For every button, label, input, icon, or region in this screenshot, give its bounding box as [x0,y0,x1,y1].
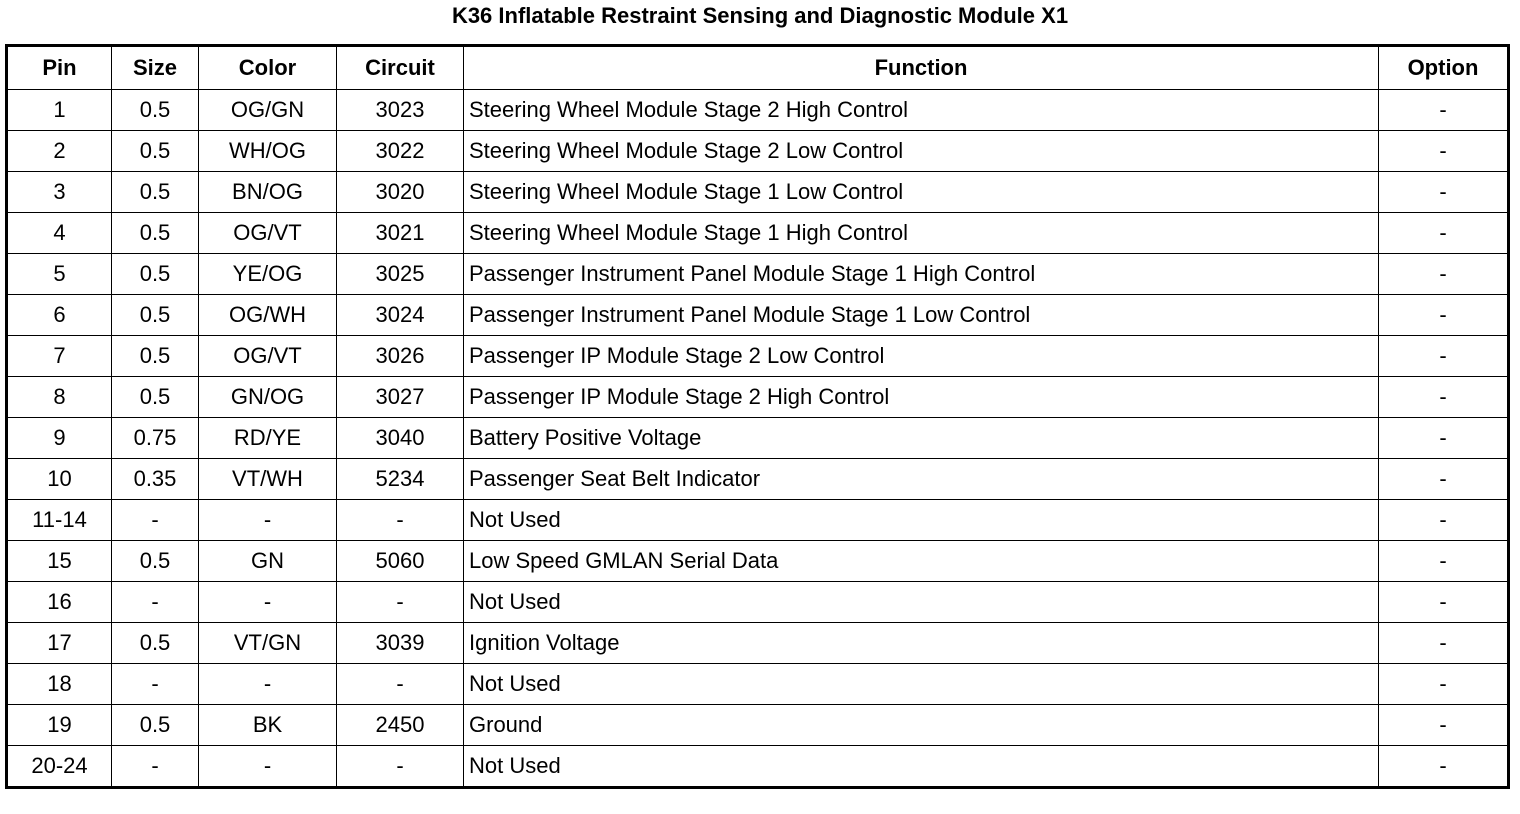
table-row [7,500,1509,541]
cell-circuit: 3022 [337,131,464,172]
cell-color: BK [199,705,337,746]
cell-size: 0.5 [112,541,199,582]
table-row [7,418,1509,459]
cell-pin: 4 [7,213,112,254]
cell-color: WH/OG [199,131,337,172]
cell-pin: 17 [7,623,112,664]
table-row [7,664,1509,705]
cell-option: - [1379,582,1509,623]
cell-color: - [199,746,337,788]
header-size: Size [112,46,199,90]
cell-function: Steering Wheel Module Stage 2 Low Control [464,131,1379,172]
table-row [7,459,1509,500]
cell-color: YE/OG [199,254,337,295]
cell-option: - [1379,746,1509,788]
cell-circuit: - [337,746,464,788]
cell-size: 0.5 [112,295,199,336]
cell-pin: 19 [7,705,112,746]
cell-option: - [1379,541,1509,582]
cell-function: Steering Wheel Module Stage 1 High Control [464,213,1379,254]
cell-size: 0.5 [112,705,199,746]
cell-function: Steering Wheel Module Stage 2 High Control [464,90,1379,131]
pinout-table [5,44,1510,789]
cell-function: Passenger IP Module Stage 2 High Control [464,377,1379,418]
cell-option: - [1379,336,1509,377]
cell-color: - [199,500,337,541]
cell-circuit: 5060 [337,541,464,582]
cell-circuit: 3020 [337,172,464,213]
table-row [7,541,1509,582]
document-title: K36 Inflatable Restraint Sensing and Diagnostic Module X1 [451,3,1069,28]
header-pin: Pin [7,46,112,90]
table-row [7,90,1509,131]
cell-circuit: 3039 [337,623,464,664]
cell-pin: 18 [7,664,112,705]
cell-circuit: 3024 [337,295,464,336]
cell-color: - [199,582,337,623]
cell-function: Steering Wheel Module Stage 1 Low Control [464,172,1379,213]
cell-color: OG/GN [199,90,337,131]
cell-size: 0.5 [112,172,199,213]
cell-circuit: 2450 [337,705,464,746]
cell-option: - [1379,418,1509,459]
cell-pin: 1 [7,90,112,131]
cell-option: - [1379,664,1509,705]
cell-circuit: 5234 [337,459,464,500]
cell-function: Ignition Voltage [464,623,1379,664]
cell-pin: 3 [7,172,112,213]
cell-circuit: 3027 [337,377,464,418]
cell-pin: 8 [7,377,112,418]
cell-color: OG/VT [199,336,337,377]
header-circuit: Circuit [337,46,464,90]
cell-option: - [1379,459,1509,500]
cell-circuit: 3026 [337,336,464,377]
cell-size: 0.75 [112,418,199,459]
cell-pin: 2 [7,131,112,172]
cell-function: Battery Positive Voltage [464,418,1379,459]
table-row [7,213,1509,254]
table-row [7,623,1509,664]
cell-size: 0.5 [112,623,199,664]
cell-option: - [1379,172,1509,213]
cell-option: - [1379,254,1509,295]
cell-size: 0.5 [112,254,199,295]
table-row [7,336,1509,377]
cell-color: GN/OG [199,377,337,418]
cell-circuit: - [337,582,464,623]
table-row [7,295,1509,336]
cell-function: Passenger Instrument Panel Module Stage 1 High Control [464,254,1379,295]
cell-option: - [1379,90,1509,131]
table-row [7,746,1509,788]
cell-function: Not Used [464,664,1379,705]
cell-color: GN [199,541,337,582]
cell-function: Not Used [464,500,1379,541]
cell-option: - [1379,295,1509,336]
cell-pin: 16 [7,582,112,623]
cell-pin: 15 [7,541,112,582]
header-option: Option [1379,46,1509,90]
cell-color: VT/WH [199,459,337,500]
table-row [7,254,1509,295]
cell-size: 0.35 [112,459,199,500]
cell-function: Passenger IP Module Stage 2 Low Control [464,336,1379,377]
cell-pin: 7 [7,336,112,377]
cell-option: - [1379,500,1509,541]
cell-function: Low Speed GMLAN Serial Data [464,541,1379,582]
table-row [7,172,1509,213]
cell-option: - [1379,213,1509,254]
cell-pin: 9 [7,418,112,459]
header-function: Function [464,46,1379,90]
cell-size: - [112,664,199,705]
cell-circuit: - [337,500,464,541]
cell-pin: 20-24 [7,746,112,788]
cell-option: - [1379,705,1509,746]
cell-circuit: 3040 [337,418,464,459]
cell-function: Passenger Seat Belt Indicator [464,459,1379,500]
cell-function: Not Used [464,746,1379,788]
cell-function: Not Used [464,582,1379,623]
cell-color: RD/YE [199,418,337,459]
cell-pin: 10 [7,459,112,500]
cell-pin: 5 [7,254,112,295]
cell-circuit: 3021 [337,213,464,254]
cell-size: 0.5 [112,213,199,254]
cell-color: VT/GN [199,623,337,664]
table-row [7,582,1509,623]
cell-circuit: 3023 [337,90,464,131]
header-row [7,46,1509,90]
cell-size: 0.5 [112,377,199,418]
cell-size: 0.5 [112,131,199,172]
cell-size: 0.5 [112,336,199,377]
cell-circuit: - [337,664,464,705]
cell-color: BN/OG [199,172,337,213]
table-row [7,705,1509,746]
cell-pin: 11-14 [7,500,112,541]
table-row [7,377,1509,418]
cell-option: - [1379,131,1509,172]
cell-function: Passenger Instrument Panel Module Stage 1 Low Control [464,295,1379,336]
cell-circuit: 3025 [337,254,464,295]
cell-size: - [112,582,199,623]
cell-color: OG/WH [199,295,337,336]
cell-color: - [199,664,337,705]
cell-size: 0.5 [112,90,199,131]
table-row [7,131,1509,172]
cell-color: OG/VT [199,213,337,254]
header-color: Color [199,46,337,90]
cell-option: - [1379,623,1509,664]
cell-function: Ground [464,705,1379,746]
cell-size: - [112,746,199,788]
cell-pin: 6 [7,295,112,336]
cell-option: - [1379,377,1509,418]
cell-size: - [112,500,199,541]
